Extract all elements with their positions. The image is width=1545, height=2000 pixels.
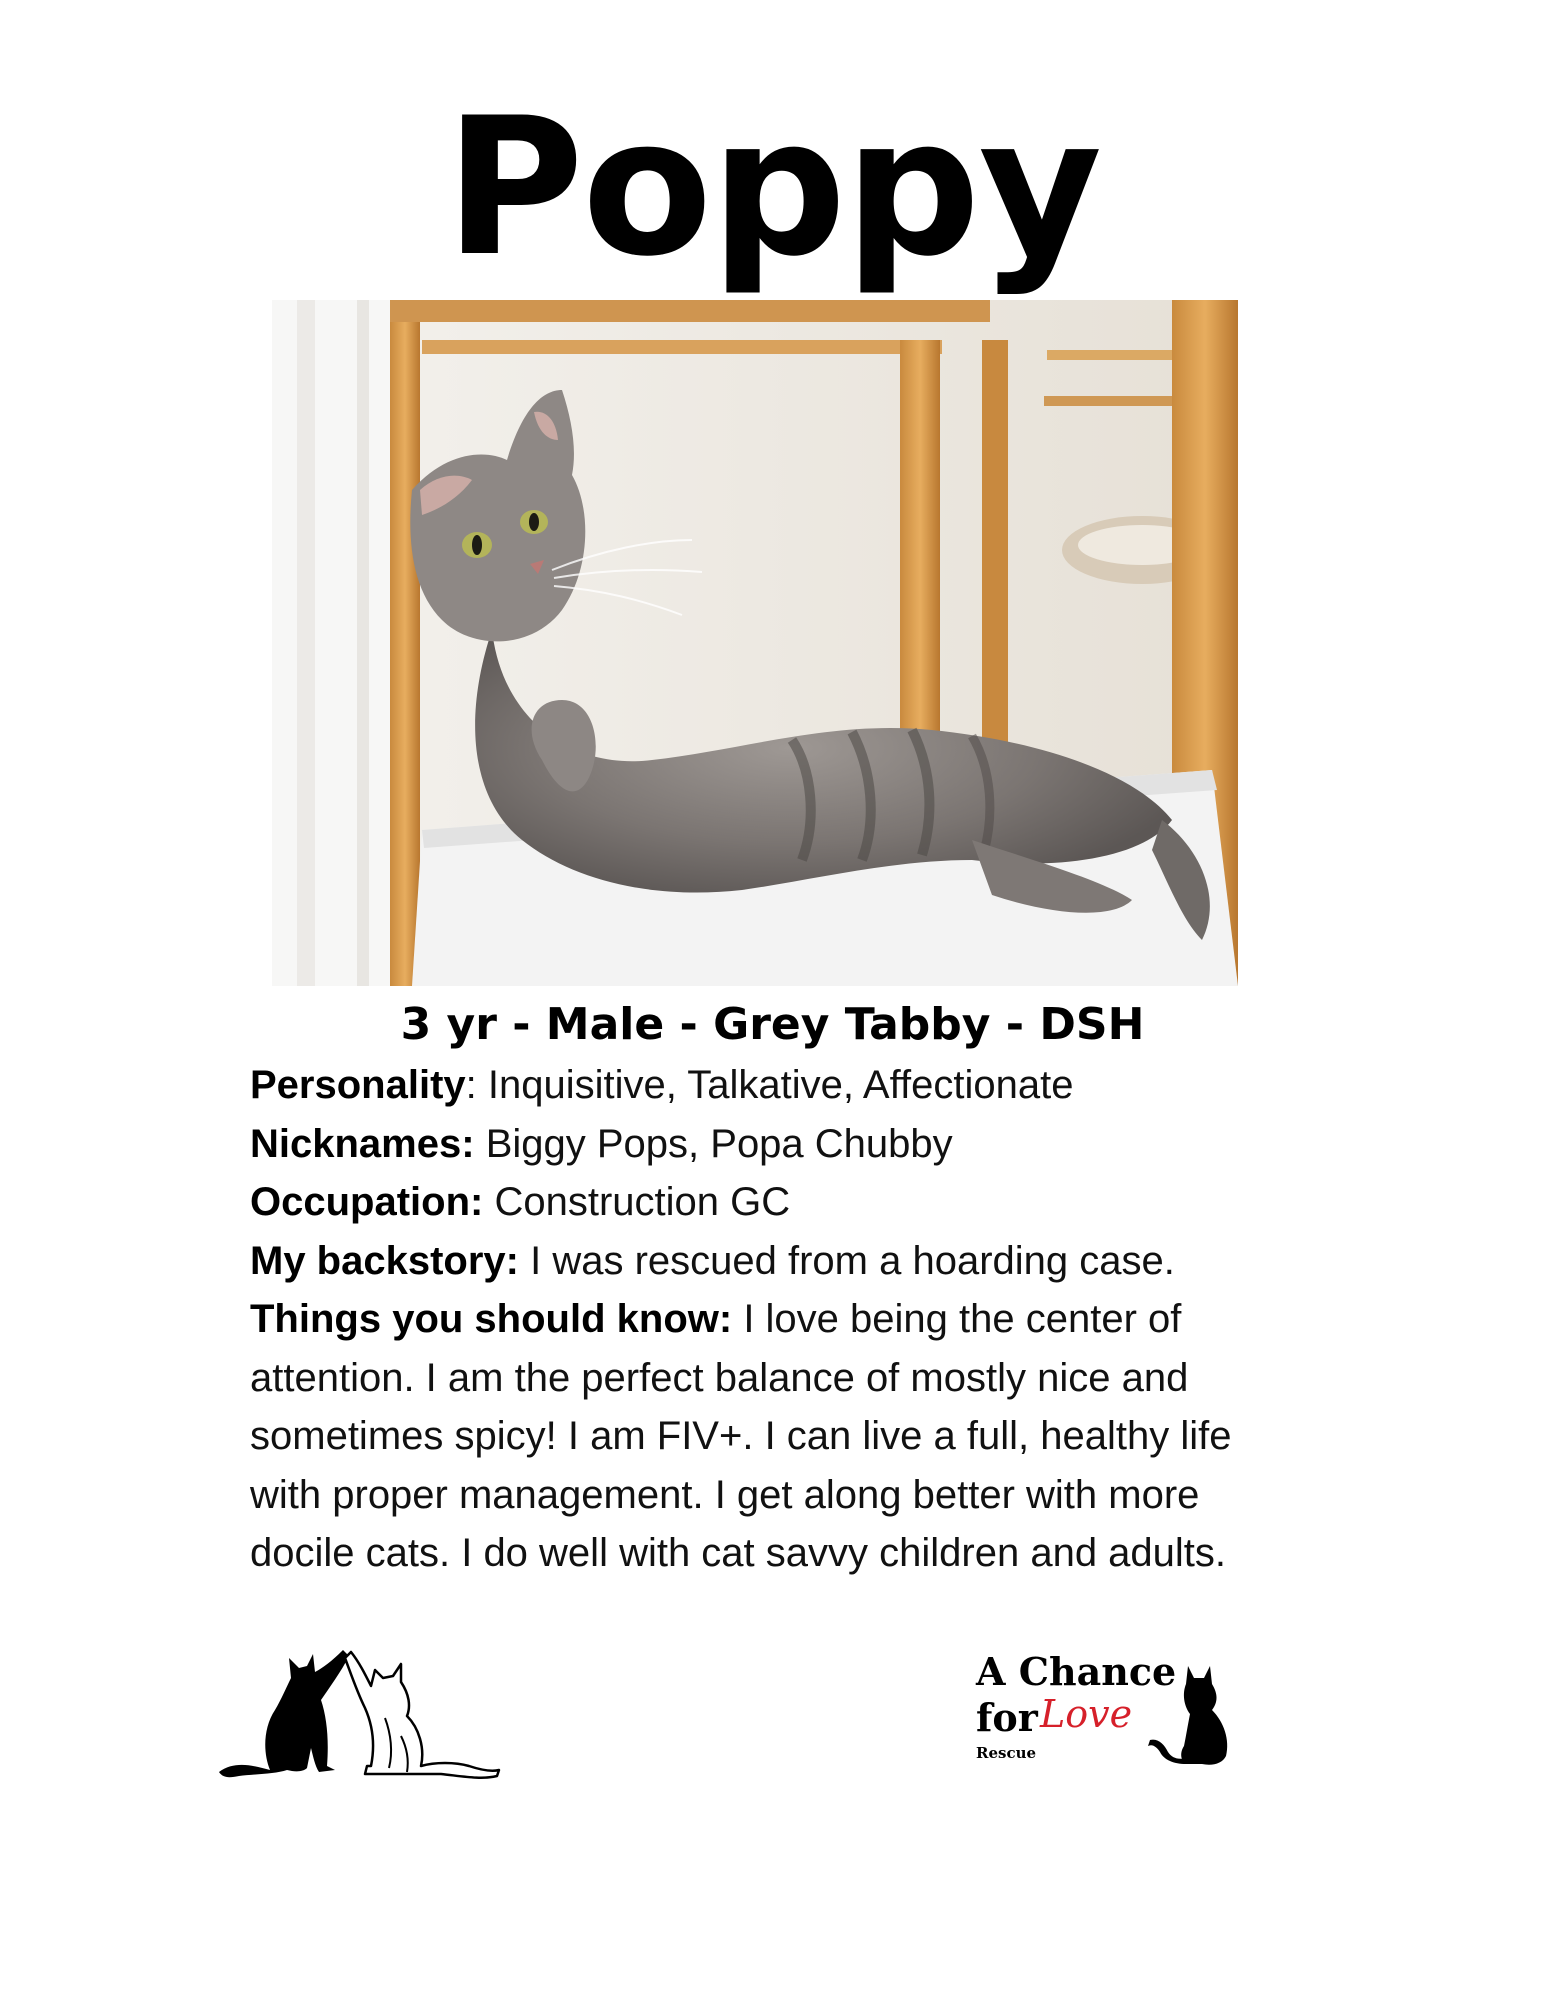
- rescue-logo: [976, 1650, 1236, 1770]
- detail-personality: Personality: Inquisitive, Talkative, Affectionate: [250, 1063, 1074, 1107]
- detail-occupation: Occupation: Construction GC: [250, 1180, 791, 1224]
- rescue-logo-love: Love: [1040, 1692, 1133, 1736]
- pet-details: [250, 1056, 1310, 1583]
- detail-things-to-know: Things you should know: I love being the center of attention. I am the perfect balance of mostly nice and sometimes spicy! I am FIV+. I can live a full, healthy life with proper management. I get along better with more docile cats. I do well with cat savvy children and adults.: [250, 1297, 1232, 1575]
- cat-photo: [272, 300, 1238, 986]
- pet-summary: 3 yr - Male - Grey Tabby - DSH: [400, 999, 1145, 1050]
- rescue-logo-rescue: Rescue: [976, 1744, 1037, 1762]
- detail-nicknames: Nicknames: Biggy Pops, Popa Chubby: [250, 1121, 953, 1166]
- detail-backstory: My backstory: I was rescued from a hoarding case.: [250, 1238, 1175, 1283]
- pet-name-title: Poppy: [444, 77, 1101, 298]
- rescue-logo-for: for: [976, 1695, 1038, 1740]
- rescue-logo-line1: A Chance: [976, 1649, 1177, 1694]
- sitting-cat-icon: [1146, 1660, 1236, 1770]
- cats-high-five-icon: [215, 1648, 525, 1783]
